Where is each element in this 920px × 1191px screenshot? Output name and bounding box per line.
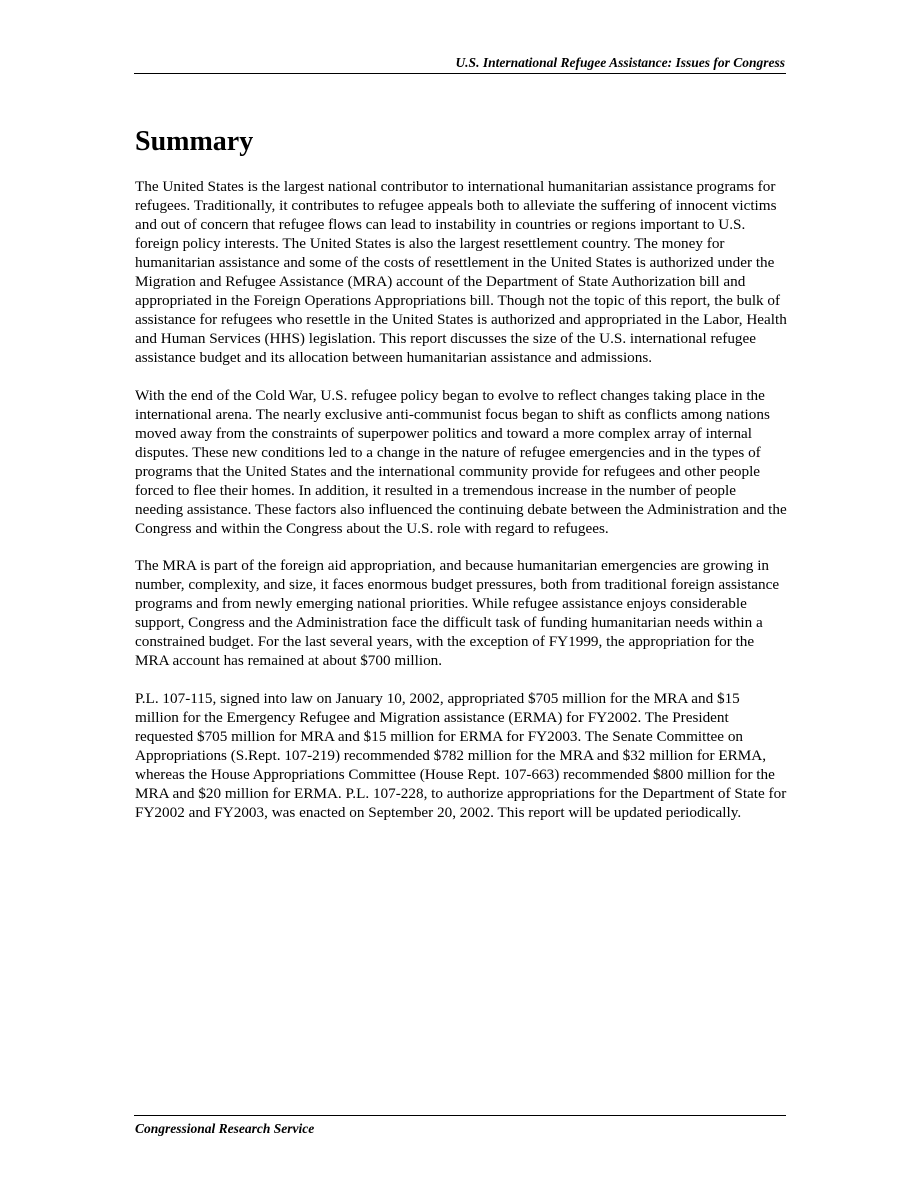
paragraph-2: With the end of the Cold War, U.S. refugee policy began to evolve to reflect changes taking place in the international arena. The nearly exclusive anti-communist focus began to shift as conflicts among nations moved away from the constraints of superpower politics and toward a more complex array of internal disputes. These new conditions led to a change in the nature of refugee emergencies and in the types of programs that the United States and the international community provide for refugees and other people forced to flee their homes. In addition, it resulted in a tremendous increase in the number of people needing assistance. These factors also influenced the continuing debate between the Administration and the Congress and within the Congress about the U.S. role with regard to refugees. [135, 386, 787, 537]
footer-divider [134, 1115, 786, 1116]
summary-body [135, 177, 787, 840]
running-footer: Congressional Research Service [135, 1121, 315, 1136]
running-header [134, 53, 786, 74]
paragraph-1: The United States is the largest national contributor to international humanitarian assistance programs for refugees. Traditionally, it contributes to refugee appeals both to alleviate the suffering of innocent victims and out of concern that refugee flows can lead to instability in countries or regions important to U.S. foreign policy interests. The United States is also the largest resettlement country. The money for humanitarian assistance and some of the costs of resettlement in the United States is authorized under the Migration and Refugee Assistance (MRA) account of the Department of State Authorization bill and appropriated in the Foreign Operations Appropriations bill. Though not the topic of this report, the bulk of assistance for refugees who resettle in the United States is authorized and appropriated in the Labor, Health and Human Services (HHS) legislation. This report discusses the size of the U.S. international refugee assistance budget and its allocation between humanitarian assistance and admissions. [135, 178, 787, 366]
running-header-title: U.S. International Refugee Assistance: Issues for Congress [455, 55, 785, 70]
paragraph-4: P.L. 107-115, signed into law on January 10, 2002, appropriated $705 million for the MRA and $15 million for the Emergency Refugee and Migration assistance (ERMA) for FY2002. The President requested $705 million for MRA and $15 million for ERMA for FY2003. The Senate Committee on Appropriations (S.Rept. 107-219) recommended $782 million for the MRA and $32 million for ERMA, whereas the House Appropriations Committee (House Rept. 107-663) recommended $800 million for the MRA and $20 million for ERMA. P.L. 107-228, to authorize appropriations for the Department of State for FY2002 and FY2003, was enacted on September 20, 2002. This report will be updated periodically. [135, 689, 787, 821]
paragraph-3: The MRA is part of the foreign aid appropriation, and because humanitarian emergencies are growing in number, complexity, and size, it faces enormous budget pressures, both from traditional foreign assistance programs and from newly emerging national priorities. While refugee assistance enjoys considerable support, Congress and the Administration face the difficult task of funding humanitarian needs within a constrained budget. For the last several years, with the exception of FY1999, the appropriation for the MRA account has remained at about $700 million. [135, 557, 780, 669]
page-title: Summary [135, 126, 254, 157]
